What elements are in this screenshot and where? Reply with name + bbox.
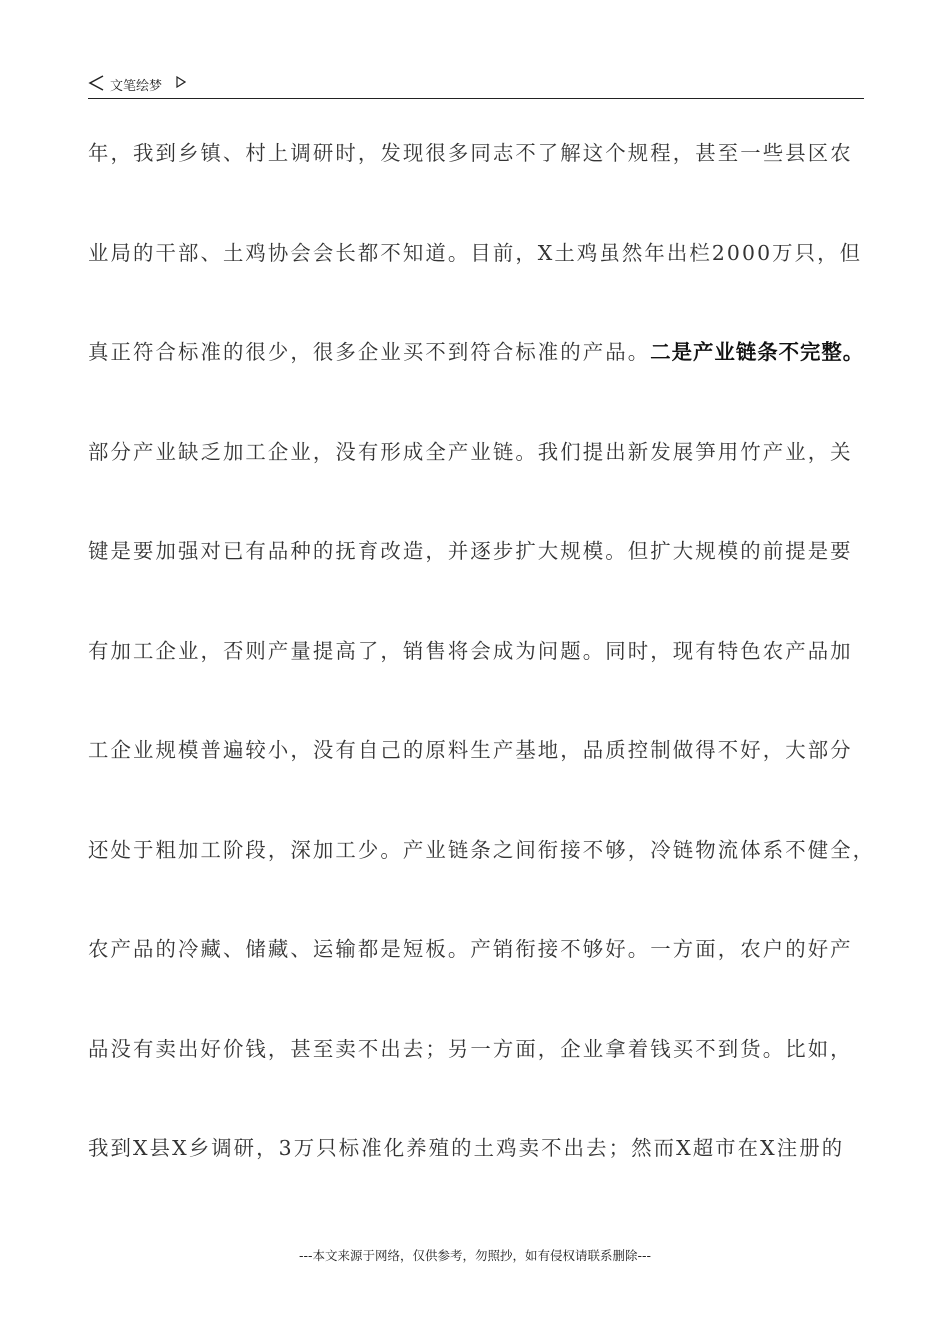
- body-line: 业局的干部、土鸡协会会长都不知道。目前，X土鸡虽然年出栏2000万只，但: [88, 240, 863, 265]
- body-line: 品没有卖出好价钱，甚至卖不出去；另一方面，企业拿着钱买不到货。比如，: [88, 1036, 853, 1061]
- body-line: 年，我到乡镇、村上调研时，发现很多同志不了解这个规程，甚至一些县区农: [88, 141, 853, 165]
- body-line: 部分产业缺乏加工企业，没有形成全产业链。我们提出新发展笋用竹产业，关: [88, 439, 853, 464]
- body-line: 工企业规模普遍较小，没有自己的原料生产基地，品质控制做得不好，大部分: [88, 738, 853, 762]
- footer-disclaimer: ---本文来源于网络，仅供参考，勿照抄，如有侵权请联系删除---: [298, 1248, 652, 1263]
- body-line-text: 真正符合标准的很少，很多企业买不到符合标准的产品。: [88, 340, 651, 364]
- triangle-left-icon: [88, 74, 106, 92]
- body-line: 有加工企业，否则产量提高了，销售将会成为问题。同时，现有特色农产品加: [88, 638, 853, 663]
- body-line: 还处于粗加工阶段，深加工少。产业链条之间衔接不够，冷链物流体系不健全，: [88, 837, 876, 862]
- body-line: 键是要加强对已有品种的抚育改造，并逐步扩大规模。但扩大规模的前提是要: [88, 539, 853, 563]
- body-line: 农产品的冷藏、储藏、运输都是短板。产销衔接不够好。一方面，农户的好产: [88, 937, 853, 961]
- page-header: [88, 72, 864, 99]
- header-title: 文笔绘梦: [110, 79, 163, 94]
- body-line: [88, 329, 888, 429]
- section-heading: 二是产业链条不完整。: [650, 340, 865, 364]
- body-line: 我到X县X乡调研，3万只标准化养殖的土鸡卖不出去；然而X超市在X注册的: [88, 1136, 845, 1160]
- document-body: [88, 130, 888, 1225]
- triangle-right-icon: [176, 76, 186, 88]
